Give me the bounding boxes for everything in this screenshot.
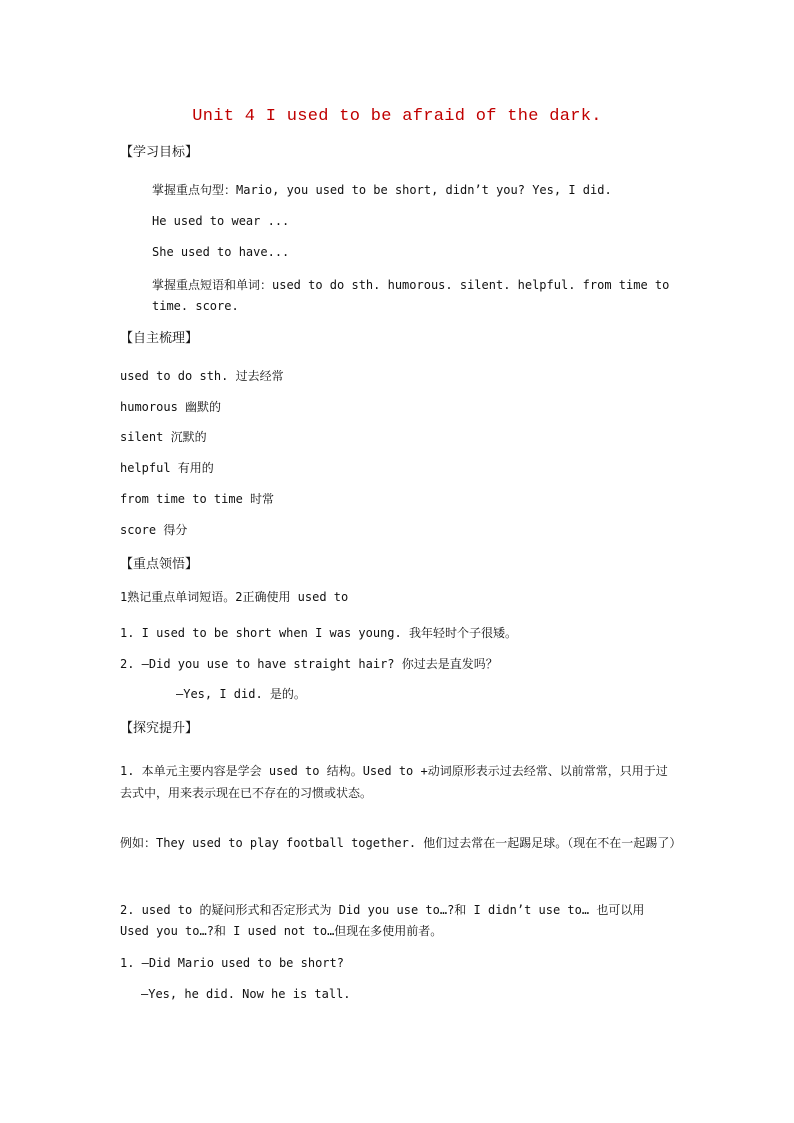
key-point-answer: —Yes, I did. 是的。: [176, 687, 306, 701]
section-heading-review: 【自主梳理】: [120, 331, 199, 346]
page-title: Unit 4 I used to be afraid of the dark.: [192, 107, 602, 126]
section-heading-key-points: 【重点领悟】: [120, 557, 199, 572]
goal-example-2: She used to have...: [152, 245, 290, 259]
explore-paragraph-1: 1. 本单元主要内容是学会 used to 结构。Used to +动词原形表示过去经常、以前常常，只用于过去式中，用来表示现在已不存在的习惯或状态。: [120, 764, 668, 800]
vocab-item: from time to time 时常: [120, 492, 275, 506]
explore-paragraph-2: 2. used to 的疑问形式和否定形式为 Did you use to…?和 I didn’t use to… 也可以用 Used you to…?和 I used not to…但现在多使用前者。: [120, 903, 645, 938]
explore-dialog-question: 1. —Did Mario used to be short?: [120, 956, 344, 970]
vocab-item: silent 沉默的: [120, 430, 207, 444]
section-heading-goals: 【学习目标】: [120, 145, 199, 160]
vocab-item: humorous 幽默的: [120, 400, 222, 414]
vocab-item: helpful 有用的: [120, 461, 214, 475]
key-points-intro: 1熟记重点单词短语。2正确使用 used to: [120, 590, 349, 604]
goal-phrases: 掌握重点短语和单词：used to do sth. humorous. silent. helpful. from time to time. score.: [152, 278, 670, 313]
goal-sentence-pattern: 掌握重点句型：Mario, you used to be short, didn’t you? Yes, I did.: [152, 183, 612, 197]
explore-dialog-answer: —Yes, he did. Now he is tall.: [141, 987, 351, 1001]
vocab-item: score 得分: [120, 523, 188, 537]
section-heading-explore: 【探究提升】: [120, 721, 199, 736]
key-point-example-1: 1. I used to be short when I was young. 我年轻时个子很矮。: [120, 626, 517, 640]
explore-example: 例如：They used to play football together. 他们过去常在一起踢足球。（现在不在一起踢了）: [120, 836, 682, 850]
vocab-item: used to do sth. 过去经常: [120, 369, 284, 383]
goal-example-1: He used to wear ...: [152, 214, 290, 228]
key-point-example-2: 2. —Did you use to have straight hair? 你过去是直发吗？: [120, 657, 498, 671]
